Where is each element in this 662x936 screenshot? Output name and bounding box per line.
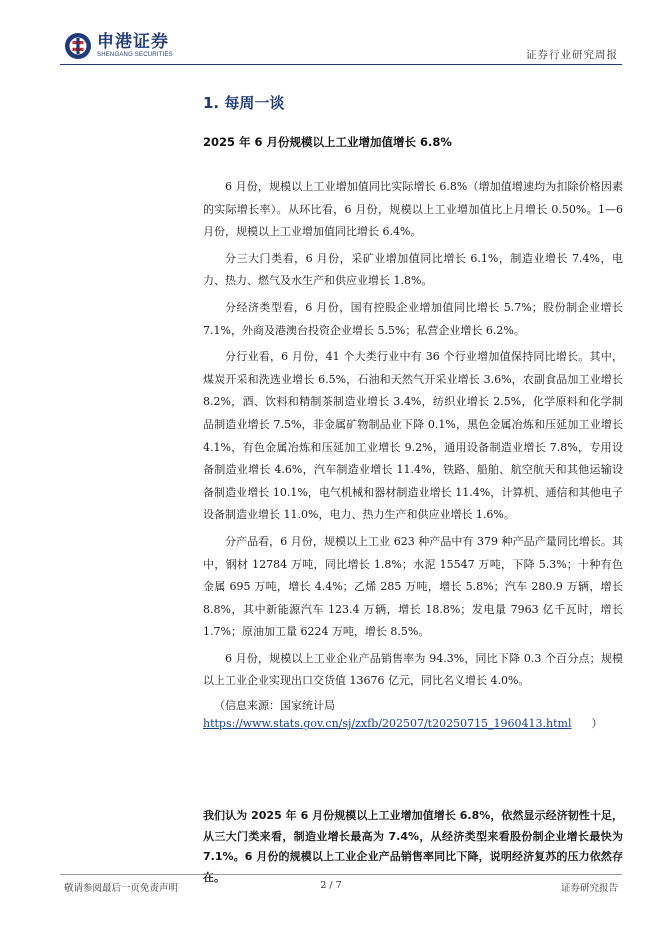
paragraph-economic-types: 分经济类型看，6 月份，国有控股企业增加值同比增长 5.7%；股份制企业增长 7.1%，外商及港澳台投资企业增长 5.5%；私营企业增长 6.2%。 [203, 300, 623, 337]
source-link[interactable]: https://www.stats.gov.cn/sj/zxfb/202507/t20250715_1960413.html [203, 717, 572, 731]
source-prefix: （信息来源：国家统计局 [214, 699, 335, 713]
paragraph-products: 分产品看，6 月份，规模以上工业 623 种产品中有 379 种产品产量同比增长。其中，钢材 12784 万吨，同比增长 1.8%；水泥 15547 万吨，下降 5.3%；十种有色金属 695 万吨，增长 4.4%；乙烯 285 万吨，增长 5.8%；汽车 280.9 万辆，增长 8.8%，其中新能源汽车 123.4 万辆，增长 18.8%；发电量 7963 亿千瓦时，增长 1.7%；原油加工量 6224 万吨，增长 8.5%。 [203, 534, 623, 639]
source-note [203, 697, 623, 733]
paragraph-sectors: 分三大门类看，6 月份，采矿业增加值同比增长 6.1%，制造业增长 7.4%，电力、热力、燃气及水生产和供应业增长 1.8%。 [203, 251, 623, 288]
company-logo [64, 32, 173, 60]
page-number: 2 / 7 [320, 880, 342, 891]
report-type: 证券行业研究周报 [526, 49, 618, 61]
article-subtitle: 2025 年 6 月份规模以上工业增加值增长 6.8% [203, 135, 452, 149]
footer-disclaimer: 敬请参阅最后一页免责声明 [64, 883, 179, 894]
logo-english-name: SHENGANG SECURITIES [97, 52, 173, 58]
paragraph-overview: 6 月份，规模以上工业增加值同比实际增长 6.8%（增加值增速均为扣除价格因素的实际增长率）。从环比看，6 月份，规模以上工业增加值比上月增长 0.50%。1—6 月份，规模以上工业增加值同比增长 6.4%。 [203, 180, 623, 239]
footer-report-label: 证券研究报告 [560, 883, 618, 894]
shengang-logo-icon [64, 32, 92, 60]
paragraph-sales: 6 月份，规模以上工业企业产品销售率为 94.3%，同比下降 0.3 个百分点；规模以上工业企业实现出口交货值 13676 亿元，同比名义增长 4.0%。 [203, 651, 623, 688]
header-divider [60, 64, 622, 65]
paragraph-industries: 分行业看，6 月份，41 个大类行业中有 36 个行业增加值保持同比增长。其中，煤炭开采和洗选业增长 6.5%，石油和天然气开采业增长 3.6%，农副食品加工业增长 8.2%，酒、饮料和精制茶制造业增长 3.4%，纺织业增长 2.5%，化学原料和化学制品制造业增长 7.5%，非金属矿物制品业下降 0.1%，黑色金属冶炼和压延加工业增长 4.1%，有色金属冶炼和压延加工业增长 9.2%，通用设备制造业增长 7.8%，专用设备制造业增长 4.6%，汽车制造业增长 11.4%，铁路、船舶、航空航天和其他运输设备制造业增长 10.1%，电气机械和器材制造业增长 11.4%，计算机、通信和其他电子设备制造业增长 11.0%，电力、热力生产和供应业增长 1.6%。 [203, 350, 623, 522]
section-title: 1. 每周一谈 [203, 94, 285, 112]
article-body [203, 176, 623, 733]
logo-chinese-name: 申港证券 [97, 32, 169, 52]
page-header [0, 0, 662, 70]
footer-divider [60, 874, 622, 875]
conclusion-paragraph: 我们认为 2025 年 6 月份规模以上工业增加值增长 6.8%，依然显示经济韧性十足，从三大门类来看，制造业增长最高为 7.4%，从经济类型来看股份制企业增长最快为 7.1%。6 月份的规模以上工业企业产品销售率同比下降，说明经济复苏的压力依然存在。 [203, 809, 623, 884]
source-suffix: ） [591, 717, 603, 731]
